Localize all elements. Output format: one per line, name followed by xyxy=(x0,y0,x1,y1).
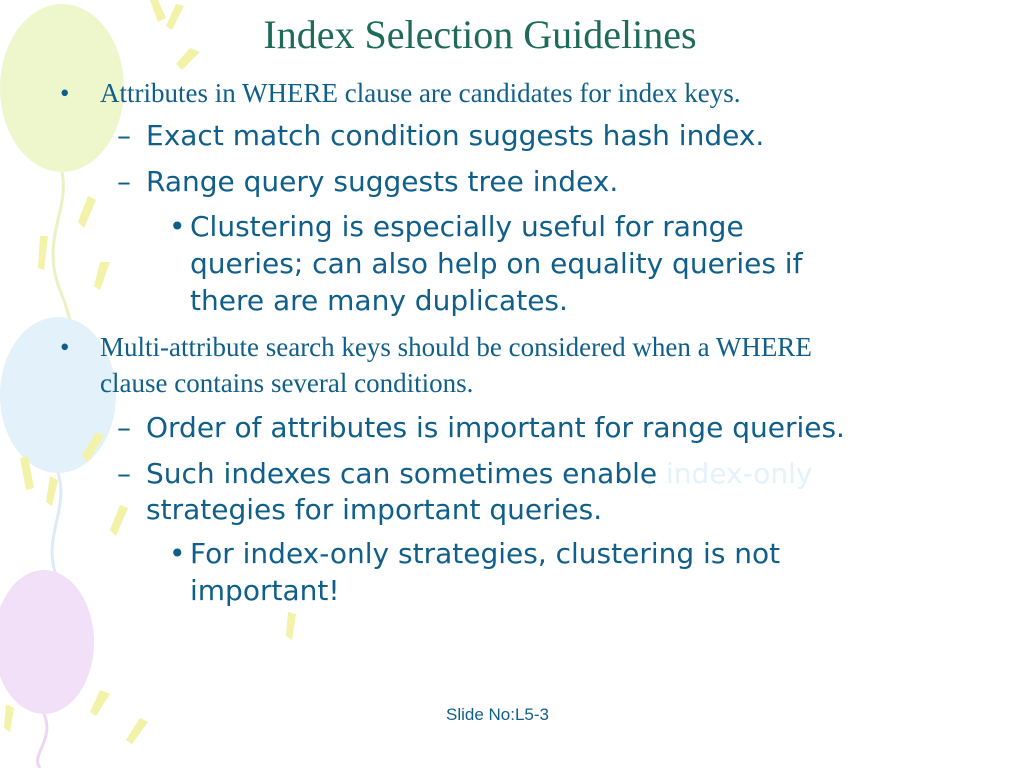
bullet-marker: • xyxy=(60,78,70,108)
dash-marker: – xyxy=(117,165,131,198)
bullet-marker: • xyxy=(169,537,186,570)
sub-bullet-exact-match: Exact match condition suggests hash index. xyxy=(146,119,765,152)
confetti-piece xyxy=(126,718,148,744)
slide-title: Index Selection Guidelines xyxy=(263,12,697,57)
bullet-text-attributes: Attributes in WHERE clause are candidates for index keys. xyxy=(100,78,741,108)
confetti-piece xyxy=(78,196,96,228)
purple-balloon-string xyxy=(38,714,47,768)
sub-sub-bullet-index-only-line1: For index-only strategies, clustering is not xyxy=(190,537,781,570)
sub-bullet-such-indexes-line1 xyxy=(146,455,812,493)
sub-bullet-order-of-attributes: Order of attributes is important for range queries. xyxy=(146,411,845,444)
sub-sub-bullet-clustering-line1: Clustering is especially useful for range xyxy=(190,210,744,243)
confetti-piece xyxy=(38,236,48,270)
purple-balloon xyxy=(0,570,94,714)
bullet-marker: • xyxy=(60,332,70,362)
confetti-piece xyxy=(46,476,58,506)
confetti-piece xyxy=(4,704,14,732)
dash-marker: – xyxy=(117,457,131,490)
sub-sub-bullet-clustering-line3: there are many duplicates. xyxy=(190,284,568,317)
dash-marker: – xyxy=(117,411,131,444)
bullet-text-multi-attribute-line2: clause contains several conditions. xyxy=(100,368,474,398)
confetti-piece xyxy=(286,612,296,640)
confetti-piece xyxy=(110,505,128,536)
bullet-marker: • xyxy=(169,210,186,243)
such-indexes-text: Such indexes can sometimes enable xyxy=(146,457,666,490)
sub-sub-bullet-index-only-line2: important! xyxy=(190,574,340,607)
dash-marker: – xyxy=(117,119,131,152)
confetti-piece xyxy=(94,262,110,290)
bullet-text-multi-attribute-line1: Multi-attribute search keys should be considered when a WHERE xyxy=(100,332,812,362)
sub-bullet-such-indexes-line2: strategies for important queries. xyxy=(146,493,603,526)
confetti-piece xyxy=(90,690,110,716)
slide-number: Slide No:L5-3 xyxy=(446,705,550,724)
sub-bullet-range-query: Range query suggests tree index. xyxy=(146,165,619,198)
sub-sub-bullet-clustering-line2: queries; can also help on equality queries if xyxy=(190,247,803,280)
blue-balloon xyxy=(0,317,116,473)
index-only-highlight: index-only xyxy=(666,457,813,490)
